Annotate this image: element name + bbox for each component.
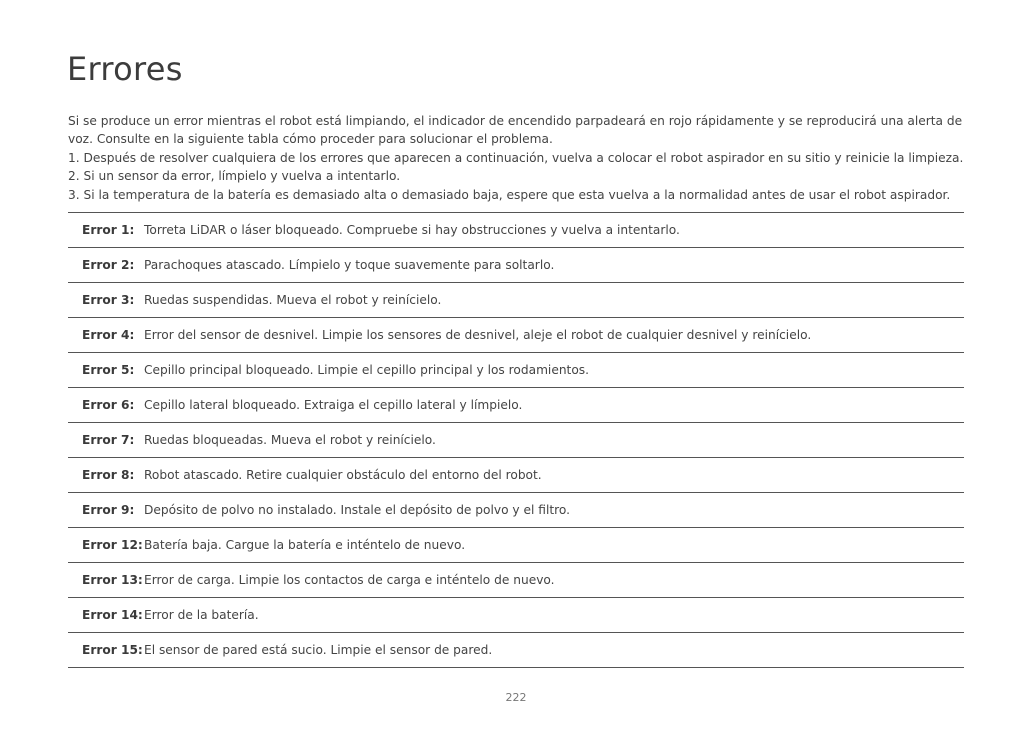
table-row <box>68 423 964 458</box>
table-row <box>68 598 964 633</box>
error-description: Batería baja. Cargue la batería e inténtelo de nuevo. <box>144 538 466 552</box>
table-row <box>68 283 964 318</box>
error-description: El sensor de pared está sucio. Limpie el sensor de pared. <box>144 643 493 657</box>
error-code: Error 2: <box>82 258 135 272</box>
error-code: Error 4: <box>82 328 135 342</box>
table-row <box>68 563 964 598</box>
error-description: Error de carga. Limpie los contactos de carga e inténtelo de nuevo. <box>144 573 555 587</box>
error-code: Error 7: <box>82 433 135 447</box>
error-description: Ruedas suspendidas. Mueva el robot y reinícielo. <box>144 293 442 307</box>
error-code: Error 14: <box>82 608 143 622</box>
error-code: Error 8: <box>82 468 135 482</box>
error-code: Error 15: <box>82 643 143 657</box>
error-code: Error 9: <box>82 503 135 517</box>
error-description: Parachoques atascado. Límpielo y toque suavemente para soltarlo. <box>144 258 555 272</box>
table-row <box>68 353 964 388</box>
error-table <box>68 212 964 668</box>
error-code: Error 1: <box>82 223 135 237</box>
table-row <box>68 458 964 493</box>
table-row <box>68 213 964 248</box>
intro-step-1: 1. Después de resolver cualquiera de los errores que aparecen a continuación, vuelva a colocar el robot aspirador en su sitio y reinicie la limpieza. <box>68 150 964 165</box>
error-description: Ruedas bloqueadas. Mueva el robot y reinícielo. <box>144 433 436 447</box>
page-title: Errores <box>67 50 183 88</box>
error-code: Error 3: <box>82 293 135 307</box>
page-number: 222 <box>505 691 527 704</box>
error-description: Cepillo principal bloqueado. Limpie el cepillo principal y los rodamientos. <box>144 363 590 377</box>
intro-step-3: 3. Si la temperatura de la batería es demasiado alta o demasiado baja, espere que esta vuelva a la normalidad antes de usar el robot aspirador. <box>68 187 951 202</box>
intro-text <box>68 112 973 204</box>
error-description: Error del sensor de desnivel. Limpie los sensores de desnivel, aleje el robot de cualquier desnivel y reinícielo. <box>144 328 812 342</box>
table-row <box>68 388 964 423</box>
error-code: Error 5: <box>82 363 135 377</box>
table-row <box>68 318 964 353</box>
table-row <box>68 528 964 563</box>
intro-step-2: 2. Si un sensor da error, límpielo y vuelva a intentarlo. <box>68 169 401 184</box>
error-code: Error 6: <box>82 398 135 412</box>
error-description: Cepillo lateral bloqueado. Extraiga el cepillo lateral y límpielo. <box>144 398 523 412</box>
intro-paragraph: Si se produce un error mientras el robot está limpiando, el indicador de encendido parpadeará en rojo rápidamente y se reproducirá una alerta de voz. Consulte en la siguiente tabla cómo proceder para solucionar el problema. <box>68 114 963 147</box>
error-description: Robot atascado. Retire cualquier obstáculo del entorno del robot. <box>144 468 542 482</box>
error-description: Error de la batería. <box>144 608 259 622</box>
error-description: Depósito de polvo no instalado. Instale el depósito de polvo y el filtro. <box>144 503 570 517</box>
error-code: Error 13: <box>82 573 143 587</box>
error-code: Error 12: <box>82 538 143 552</box>
table-row <box>68 248 964 283</box>
error-description: Torreta LiDAR o láser bloqueado. Compruebe si hay obstrucciones y vuelva a intentarlo. <box>144 223 680 237</box>
table-row <box>68 493 964 528</box>
table-row <box>68 633 964 668</box>
